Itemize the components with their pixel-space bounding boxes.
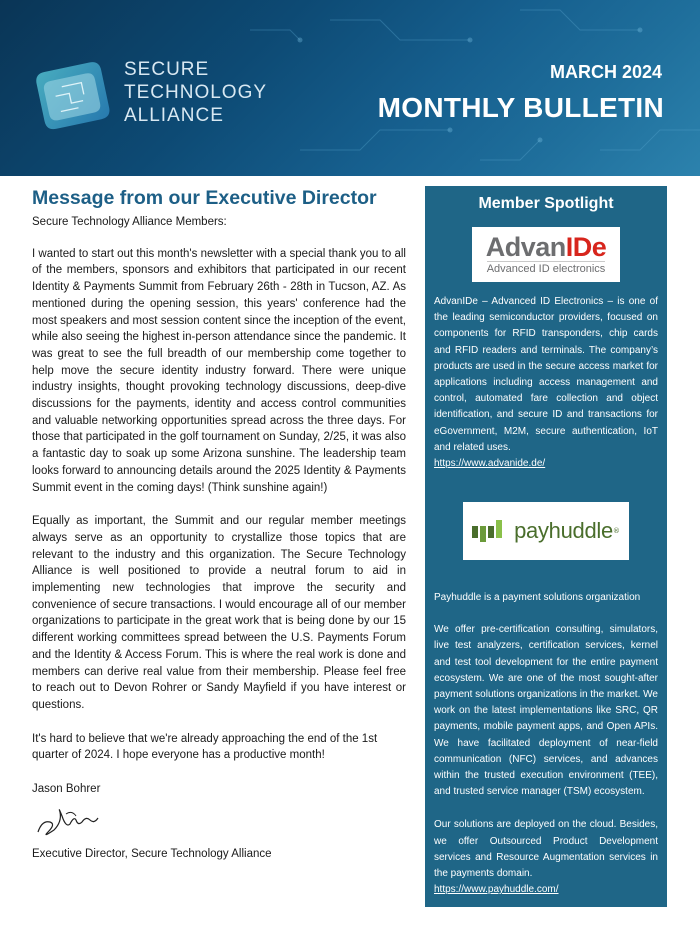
- payhuddle-intro: Payhuddle is a payment solutions organization: [434, 592, 641, 604]
- message-paragraph-1: I wanted to start out this month's newsletter with a special thank you to all of the members, sponsors and exhibitors that participated in our recent Identity & Payments Summit from February 26th - 28th in Tucson, AZ. As mentioned during the opening session, this years' conference had the most speakers and most session content since the inception of the event, while also seeing the highest in-person attendance since the pandemic. It was great to see the full breadth of our membership come together to help move the secure identity industry forward. There were unique industry insights, thought provoking technology discussions, deep-dive discussions for the payments, identity and access control communities and valuable networking opportunities spread across the three days. For those that participated in the golf tournament on Sunday, 2/25, it was also a fantastic day to soak up some Arizona sunshine. The leadership team looks forward to announcing details around the 2025 Identity & Payments Summit event in the coming days! (Think sunshine again!): [32, 247, 406, 494]
- issue-date: MARCH 2024: [549, 62, 662, 82]
- advanide-logo-subtitle: Advanced ID electronics: [486, 263, 606, 275]
- header-banner: [0, 0, 700, 176]
- message-paragraph-3: It's hard to believe that we're already approaching the end of the 1st quarter of 2024. I hope everyone has a productive month!: [32, 732, 378, 762]
- payhuddle-cloud: Our solutions are deployed on the cloud. Besides, we offer Outsourced Product Development services and Resource Augmentation services in the payments domain.: [434, 819, 658, 880]
- advanide-logo-word: [486, 233, 607, 261]
- spotlight-title: Member Spotlight: [478, 195, 614, 212]
- signer-title: Executive Director, Secure Technology Alliance: [32, 847, 272, 860]
- bulletin-title: MONTHLY BULLETIN: [377, 92, 664, 123]
- payhuddle-logo-word: payhuddle: [514, 518, 613, 544]
- logo-line-2: TECHNOLOGY: [124, 82, 268, 103]
- alliance-logo-text: [124, 58, 267, 127]
- member-spotlight-panel: [425, 186, 667, 907]
- signer-name: Jason Bohrer: [32, 783, 101, 796]
- advanide-word-part1: Advan: [485, 232, 566, 262]
- signature-icon: [32, 802, 102, 840]
- payhuddle-logo: [463, 502, 629, 560]
- message-paragraph-2: Equally as important, the Summit and our regular member meetings always serve as an opportunity to crystallize those topics that are relevant to the industry and this organization. The Secure Technology Alliance is well positioned to provide a neutral forum to aid in implementing new technologies that improve the security and convenience of secure transactions. I would encourage all of our member organizations to participate in the great work that is being done by our 15 different working committees spread between the U.S. Payments Forum and the Identity & Access Forum. This is where the real work is done and members can derive real value from their membership. Please feel free to reach out to Devon Rohrer or Sandy Mayfield if you have interest or questions.: [32, 515, 406, 711]
- logo-line-1: SECURE: [124, 59, 210, 80]
- alliance-logo-icon: [36, 56, 116, 136]
- advanide-logo: [472, 227, 620, 282]
- payhuddle-offer: We offer pre-certification consulting, simulators, live test analyzers, certification services, kernel and test tool development for the entire payment ecosystem. We are one of the most sought-after payment solutions organizations in the market. We work on the latest implementations like SRC, QR payments, mobile payment apps, and Open APIs. We have facilitated deployment of near-field communication (NFC) services, and advances within the trusted execution environment (TEE), and trusted service manager (TSM) ecosystem.: [434, 624, 658, 798]
- advanide-description: AdvanIDe – Advanced ID Electronics – is one of the leading semiconductor providers, focused on components for RFID transponders, chip cards and RFID readers and terminals. The company’s products are used in the secure access market for applications including access management and control, automated fare collection and object identification, and secure ID and transactions for eGovernment, M2M, secure authentication, IoT and related uses.: [434, 296, 658, 453]
- advanide-link[interactable]: https://www.advanide.de/: [434, 458, 546, 470]
- message-greeting: Secure Technology Alliance Members:: [32, 216, 227, 228]
- payhuddle-link[interactable]: https://www.payhuddle.com/: [434, 884, 559, 896]
- payhuddle-logo-reg: ®: [612, 527, 620, 536]
- logo-line-3: ALLIANCE: [124, 105, 224, 126]
- executive-message: [32, 186, 406, 880]
- payhuddle-mark-icon: [472, 520, 506, 542]
- advanide-word-part2: IDe: [565, 232, 607, 262]
- message-title: Message from our Executive Director: [32, 187, 377, 209]
